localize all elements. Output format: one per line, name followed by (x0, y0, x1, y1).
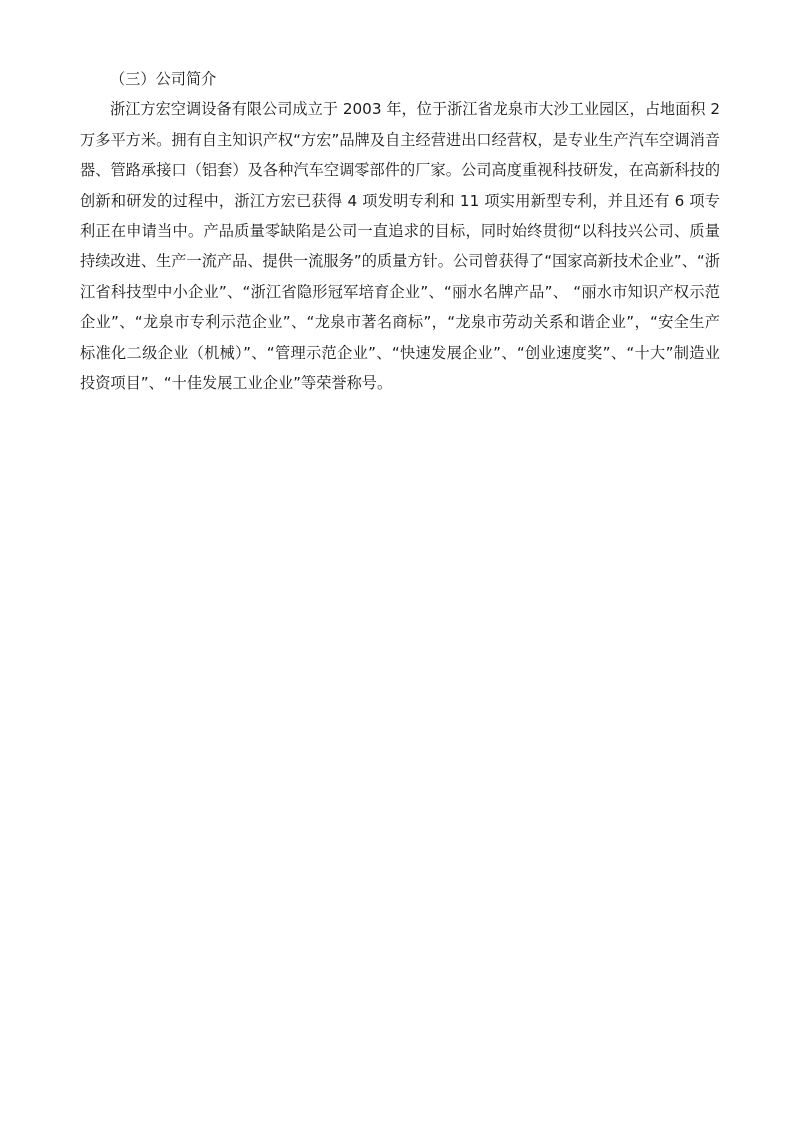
document-body (80, 64, 720, 398)
section-heading: （三）公司简介 (110, 70, 217, 88)
company-profile-paragraph: 浙江方宏空调设备有限公司成立于 2003 年，位于浙江省龙泉市大沙工业园区，占地面积 2 万多平方米。拥有自主知识产权“方宏”品牌及自主经营进出口经营权，是专业生产汽车空调消音器、管路承接口（铝套）及各种汽车空调零部件的厂家。公司高度重视科技研发，在高新科技的创新和研发的过程中，浙江方宏已获得 4 项发明专利和 11 项实用新型专利，并且还有 6 项专利正在申请当中。产品质量零缺陷是公司一直追求的目标，同时始终贯彻“以科技兴公司、质量持续改进、生产一流产品、提供一流服务”的质量方针。公司曾获得了“国家高新技术企业”、“浙江省科技型中小企业”、“浙江省隐形冠军培育企业”、“丽水名牌产品”、 “丽水市知识产权示范企业”、“龙泉市专利示范企业”、“龙泉市著名商标”，“龙泉市劳动关系和谐企业”，“安全生产标准化二级企业（机械）”、“管理示范企业”、“快速发展企业”、“创业速度奖”、“十大”制造业投资项目”、“十佳发展工业企业”等荣誉称号。 (80, 100, 720, 393)
